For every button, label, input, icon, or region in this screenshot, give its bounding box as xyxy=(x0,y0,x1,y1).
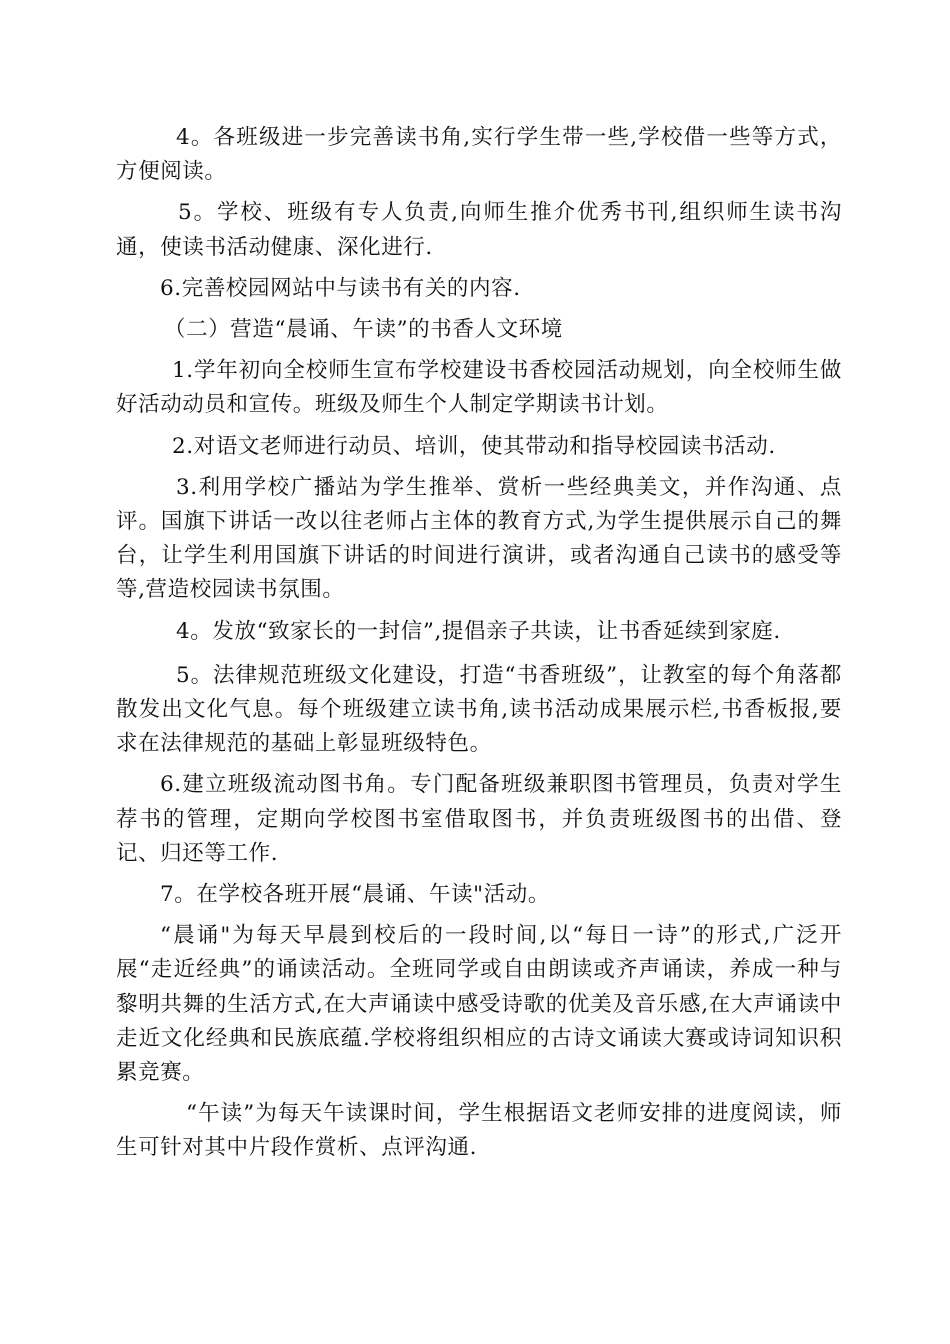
paragraph-4: 1.学年初向全校师生宣布学校建设书香校园活动规划，向全校师生做好活动动员和宣传。班级及师生个人制定学期读书计划。 xyxy=(116,358,842,418)
paragraph-10: 7。在学校各班开展“晨诵、午读"活动。 xyxy=(160,882,550,908)
document-body xyxy=(116,121,842,1166)
paragraph-11: “晨诵"为每天早晨到校后的一段时间,以“每日一诗”的形式,广泛开展“走近经典”的诵读活动。全班同学或自由朗读或齐声诵读，养成一种与黎明共舞的生活方式,在大声诵读中感受诗歌的优美及音乐感,在大声诵读中走近文化经典和民族底蕴.学校将组织相应的古诗文诵读大赛或诗词知识积累竞赛。 xyxy=(116,923,842,1086)
paragraph-3: 6.完善校园网站中与读书有关的内容. xyxy=(160,275,521,301)
paragraph-1: 4。各班级进一步完善读书角,实行学生带一些,学校借一些等方式，方便阅读。 xyxy=(116,125,842,185)
section-heading: （二）营造“晨诵、午读”的书香人文环境 xyxy=(164,317,563,343)
paragraph-7: 4。发放“致家长的一封信”,提倡亲子共读，让书香延续到家庭. xyxy=(176,618,781,644)
paragraph-9: 6.建立班级流动图书角。专门配备班级兼职图书管理员，负责对学生荐书的管理，定期向学校图书室借取图书，并负责班级图书的出借、登记、归还等工作. xyxy=(116,772,842,866)
paragraph-2: 5。学校、班级有专人负责,向师生推介优秀书刊,组织师生读书沟通，使读书活动健康、深化进行. xyxy=(116,200,842,260)
paragraph-6: 3.利用学校广播站为学生推举、赏析一些经典美文，并作沟通、点评。国旗下讲话一改以往老师占主体的教育方式,为学生提供展示自己的舞台，让学生利用国旗下讲话的时间进行演讲，或者沟通自己读书的感受等等,营造校园读书氛围。 xyxy=(116,474,842,603)
paragraph-12: “午读”为每天午读课时间，学生根据语文老师安排的进度阅读，师生可针对其中片段作赏析、点评沟通. xyxy=(116,1101,842,1161)
paragraph-5: 2.对语文老师进行动员、培训，使其带动和指导校园读书活动. xyxy=(172,433,776,459)
paragraph-8: 5。法律规范班级文化建设，打造“书香班级”，让教室的每个角落都散发出文化气息。每个班级建立读书角,读书活动成果展示栏,书香板报,要求在法律规范的基础上彰显班级特色。 xyxy=(116,662,842,757)
